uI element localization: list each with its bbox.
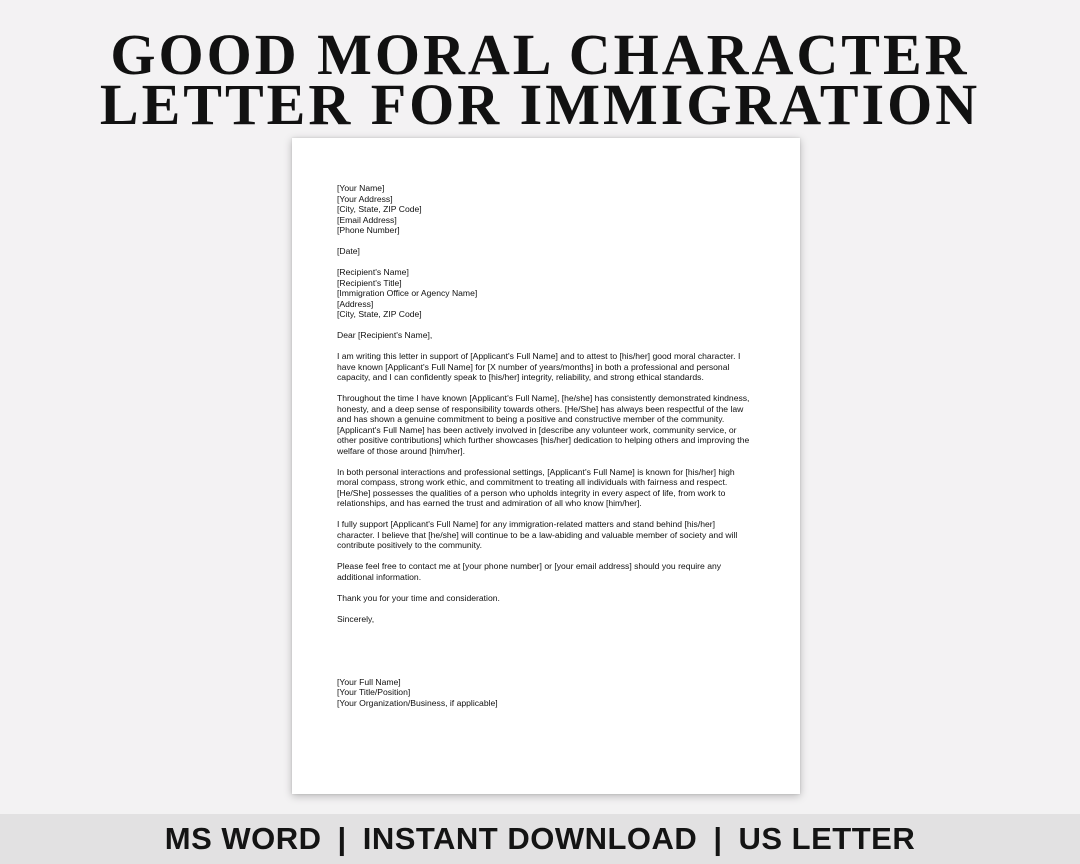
- sender-city: [City, State, ZIP Code]: [337, 204, 422, 214]
- sender-block: [337, 183, 751, 236]
- paragraph-6: Thank you for your time and consideration.: [337, 592, 500, 603]
- paragraph-3: In both personal interactions and professional settings, [Applicant's Full Name] is known for [his/her] high moral compass, strong work ethic, and commitment to treating all individuals with fairness and respect. [He/She] possesses the qualities of a person who upholds integrity in every aspect of life, from work to relationships, and has earned the trust and admiration of all who know [him/her].: [337, 466, 735, 508]
- recipient-name: [Recipient's Name]: [337, 267, 409, 277]
- paragraph-2: Throughout the time I have known [Applicant's Full Name], [he/she] has consistently demonstrated kindness, honesty, and a deep sense of responsibility towards others. [He/She] has always been respectful of the law and has shown a genuine commitment to being a positive and constructive member of the community. [Applicant's Full Name] has been actively involved in [describe any volunteer work, community service, or other positive contributions] which further showcases [his/her] dedication to helping others and improving the welfare of those around [him/her].: [337, 393, 750, 456]
- title-line-2: LETTER FOR IMMIGRATION: [99, 72, 981, 137]
- signature-name: [Your Full Name]: [337, 676, 401, 687]
- recipient-address: [Address]: [337, 298, 374, 309]
- banner-ms-word: MS WORD: [164, 821, 322, 856]
- banner-separator-1: |: [337, 821, 347, 856]
- letter-date: [Date]: [337, 246, 360, 256]
- banner-instant-download: INSTANT DOWNLOAD: [362, 821, 698, 856]
- paragraph-4: I fully support [Applicant's Full Name] for any immigration-related matters and stand behind [his/her] character. I believe that [he/she] will continue to be a law-abiding and valuable member of society and will contribute positively to the community.: [337, 519, 738, 550]
- title-line-1: GOOD MORAL CHARACTER: [110, 22, 970, 87]
- signature-block: [337, 677, 751, 709]
- sender-phone: [Phone Number]: [337, 225, 400, 235]
- signature-title: [Your Title/Position]: [337, 687, 411, 697]
- letter-body: [337, 183, 751, 708]
- signature-space: [337, 635, 751, 677]
- paragraph-5: Please feel free to contact me at [your phone number] or [your email address] should you require any additional information.: [337, 561, 722, 582]
- signature-organization: [Your Organization/Business, if applicable]: [337, 697, 498, 708]
- recipient-title: [Recipient's Title]: [337, 277, 402, 288]
- feature-banner: [0, 814, 1080, 864]
- recipient-block: [337, 267, 751, 320]
- salutation: Dear [Recipient's Name],: [337, 330, 433, 340]
- paragraph-1: I am writing this letter in support of [Applicant's Full Name] and to attest to [his/her] good moral character. I have known [Applicant's Full Name] for [X number of years/months] in both a professional and personal capacity, and I can confidently speak to [his/her] integrity, reliability, and strong ethical standards.: [337, 351, 741, 382]
- closing: Sincerely,: [337, 613, 375, 624]
- recipient-city: [City, State, ZIP Code]: [337, 309, 422, 319]
- sender-email: [Email Address]: [337, 214, 397, 225]
- banner-separator-2: |: [713, 821, 723, 856]
- recipient-agency: [Immigration Office or Agency Name]: [337, 288, 478, 298]
- sender-address: [Your Address]: [337, 193, 393, 204]
- banner-us-letter: US LETTER: [738, 821, 916, 856]
- sender-name: [Your Name]: [337, 183, 385, 193]
- letter-page: [292, 138, 800, 794]
